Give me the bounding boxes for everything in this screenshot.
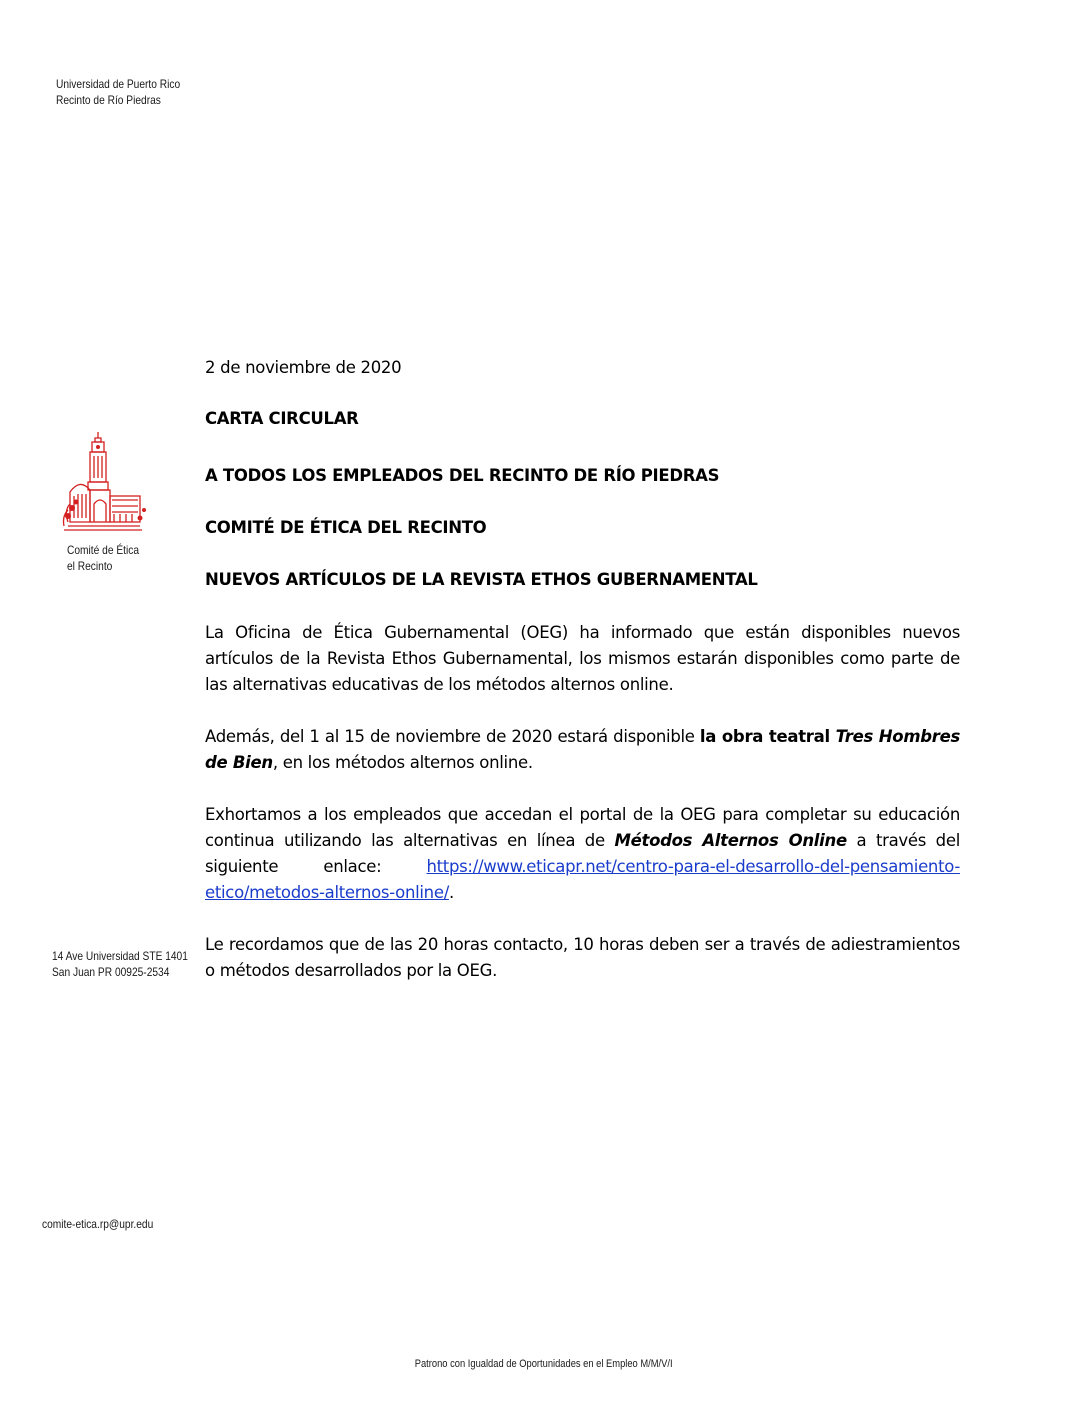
oeg-methods-link[interactable]: https://www.eticapr.net/centro-para-el-desarrollo-del-pensamiento-etico/metodos-alternos-online/ bbox=[205, 857, 960, 902]
paragraph-2-text-a: Además, del 1 al 15 de noviembre de 2020 estará disponible bbox=[205, 727, 700, 746]
address-line-1: 14 Ave Universidad STE 1401 bbox=[52, 949, 188, 963]
logo-caption-line-2: el Recinto bbox=[67, 559, 113, 573]
paragraph-2-text-d: , en los métodos alternos online. bbox=[272, 753, 533, 772]
paragraph-3-text-d: . bbox=[448, 883, 454, 902]
logo-caption-line-1: Comité de Ética bbox=[67, 543, 139, 557]
contact-email: comite-etica.rp@upr.edu bbox=[42, 1217, 154, 1231]
play-title: Tres Hombres de Bien bbox=[205, 727, 961, 772]
footer-equal-opportunity bbox=[0, 1358, 1088, 1370]
address-block bbox=[52, 948, 188, 980]
institution-name bbox=[56, 76, 180, 108]
footer-text: Patrono con Igualdad de Oportunidades en el Empleo M/M/V/I bbox=[415, 1358, 673, 1370]
address-line-2: San Juan PR 00925-2534 bbox=[52, 965, 170, 979]
paragraph-2 bbox=[205, 724, 960, 776]
letter-sender: COMITÉ DE ÉTICA DEL RECINTO bbox=[205, 518, 487, 537]
paragraph-3-text-c: a través del siguiente enlace: bbox=[205, 831, 960, 876]
tower-icon bbox=[60, 430, 146, 538]
letter-date: 2 de noviembre de 2020 bbox=[205, 358, 402, 377]
campus-tower-logo bbox=[60, 430, 146, 538]
institution-line-1: Universidad de Puerto Rico bbox=[56, 77, 181, 91]
letter-recipients: A TODOS LOS EMPLEADOS DEL RECINTO DE RÍO PIEDRAS bbox=[205, 466, 720, 485]
paragraph-3-text-a: Exhortamos a los empleados que accedan el portal de la OEG para completar su educación continua utilizando las alternativas en línea de bbox=[205, 805, 960, 850]
institution-line-2: Recinto de Río Piedras bbox=[56, 93, 161, 107]
paragraph-1: La Oficina de Ética Gubernamental (OEG) ha informado que están disponibles nuevos artículos de la Revista Ethos Gubernamental, los mismos estarán disponibles como parte de las alternativas educativas de los métodos alternos online. bbox=[205, 623, 960, 694]
letter-subject: NUEVOS ARTÍCULOS DE LA REVISTA ETHOS GUBERNAMENTAL bbox=[205, 570, 758, 589]
letter-type: CARTA CIRCULAR bbox=[205, 409, 359, 428]
logo-caption bbox=[67, 542, 139, 574]
paragraph-2-bold: la obra teatral bbox=[699, 727, 836, 746]
paragraph-4: Le recordamos que de las 20 horas contacto, 10 horas deben ser a través de adiestramientos o métodos desarrollados por la OEG. bbox=[205, 935, 960, 980]
online-methods-title: Métodos Alternos Online bbox=[614, 831, 847, 850]
paragraph-3 bbox=[205, 802, 960, 906]
